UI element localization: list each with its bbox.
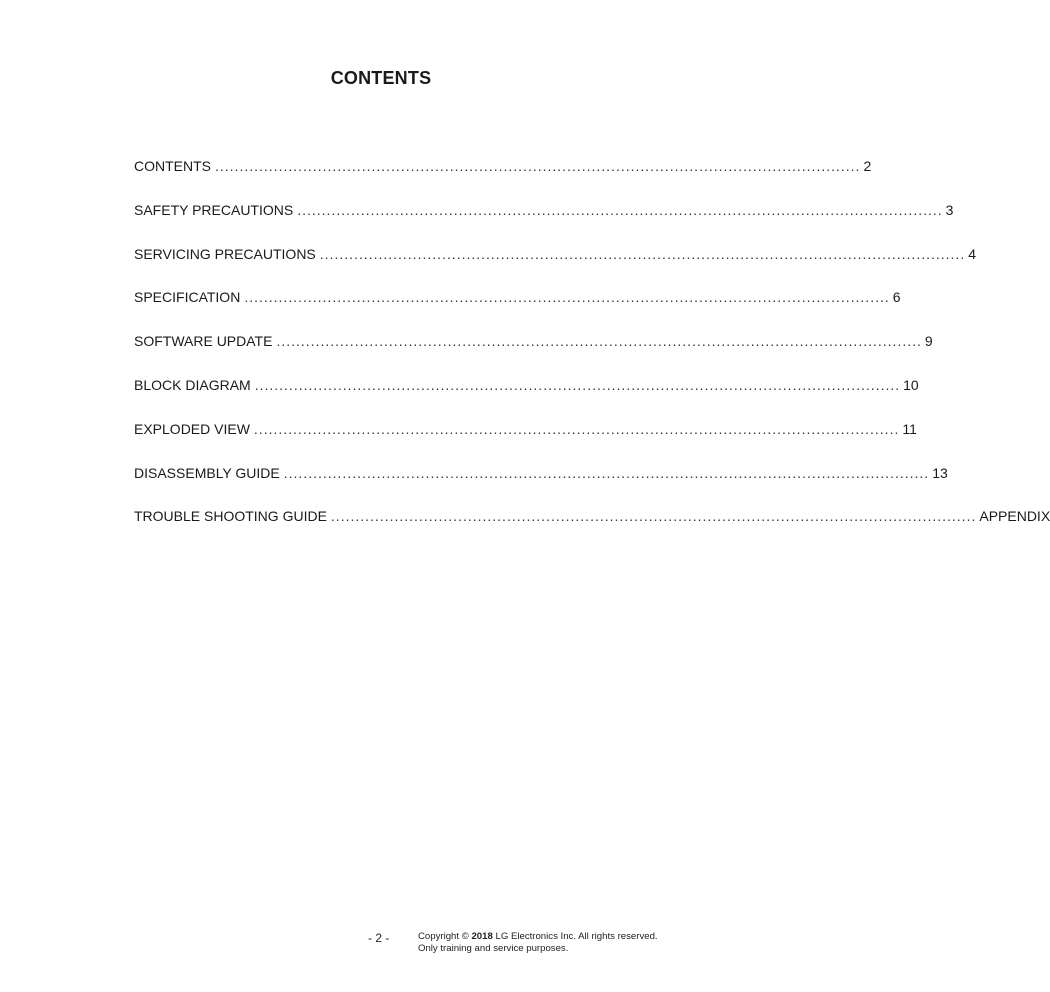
footer-page-number: - 2 - [368,931,390,945]
toc-entry-label: SOFTWARE UPDATE [134,333,273,350]
toc-entry-page: 11 [902,420,917,437]
toc-entry-page: 13 [932,464,948,481]
toc-entry-safety-precautions [134,201,954,223]
copyright-year: 2018 [471,931,493,942]
toc-entry-page: 6 [892,289,901,306]
toc-entry-page: 3 [945,201,954,218]
toc-entry-label: SPECIFICATION [134,289,241,306]
toc-entry-software-update [134,333,933,354]
toc-entry-label: DISASSEMBLY GUIDE [134,464,280,481]
toc-entry-page: APPENDIX [979,508,1050,525]
footer-copyright [418,931,658,954]
toc-leader-dots: .................................................................................................................................... [283,464,930,481]
toc-leader-dots: .................................................................................................................................... [276,333,922,350]
toc-leader-dots: .................................................................................................................................... [244,289,890,306]
toc-entry-label: TROUBLE SHOOTING GUIDE [134,508,327,525]
toc-entry-servicing-precautions [134,245,977,267]
usage-note: Only training and service purposes. [418,942,569,954]
toc-entry-label: SAFETY PRECAUTIONS [134,201,294,218]
toc-entry-contents [134,158,872,179]
toc-entry-block-diagram [134,376,919,398]
toc-entry-trouble-shooting-guide [134,508,1050,529]
toc-entry-specification [134,289,901,310]
toc-leader-dots: .................................................................................................................................... [215,158,861,174]
page-title: CONTENTS [330,68,432,88]
toc-leader-dots: .................................................................................................................................... [297,201,943,218]
toc-leader-dots: .................................................................................................................................... [254,376,901,393]
toc-entry-page: 10 [903,376,919,393]
toc-entry-page: 2 [863,158,872,174]
table-of-contents [134,158,1050,552]
toc-leader-dots: .................................................................................................................................... [319,245,966,262]
toc-entry-label: BLOCK DIAGRAM [134,376,251,393]
copyright-suffix: LG Electronics Inc. All rights reserved. [495,931,658,942]
copyright-prefix: Copyright © [418,931,469,942]
toc-leader-dots: .................................................................................................................................... [253,420,900,437]
toc-leader-dots: .................................................................................................................................... [330,508,977,525]
toc-entry-page: 9 [924,333,933,350]
toc-entry-disassembly-guide [134,464,948,486]
toc-entry-page: 4 [968,245,977,262]
toc-entry-label: CONTENTS [134,158,211,174]
toc-entry-label: EXPLODED VIEW [134,420,250,437]
copyright-line [418,931,658,943]
toc-entry-exploded-view [134,420,917,442]
toc-entry-label: SERVICING PRECAUTIONS [134,245,316,262]
